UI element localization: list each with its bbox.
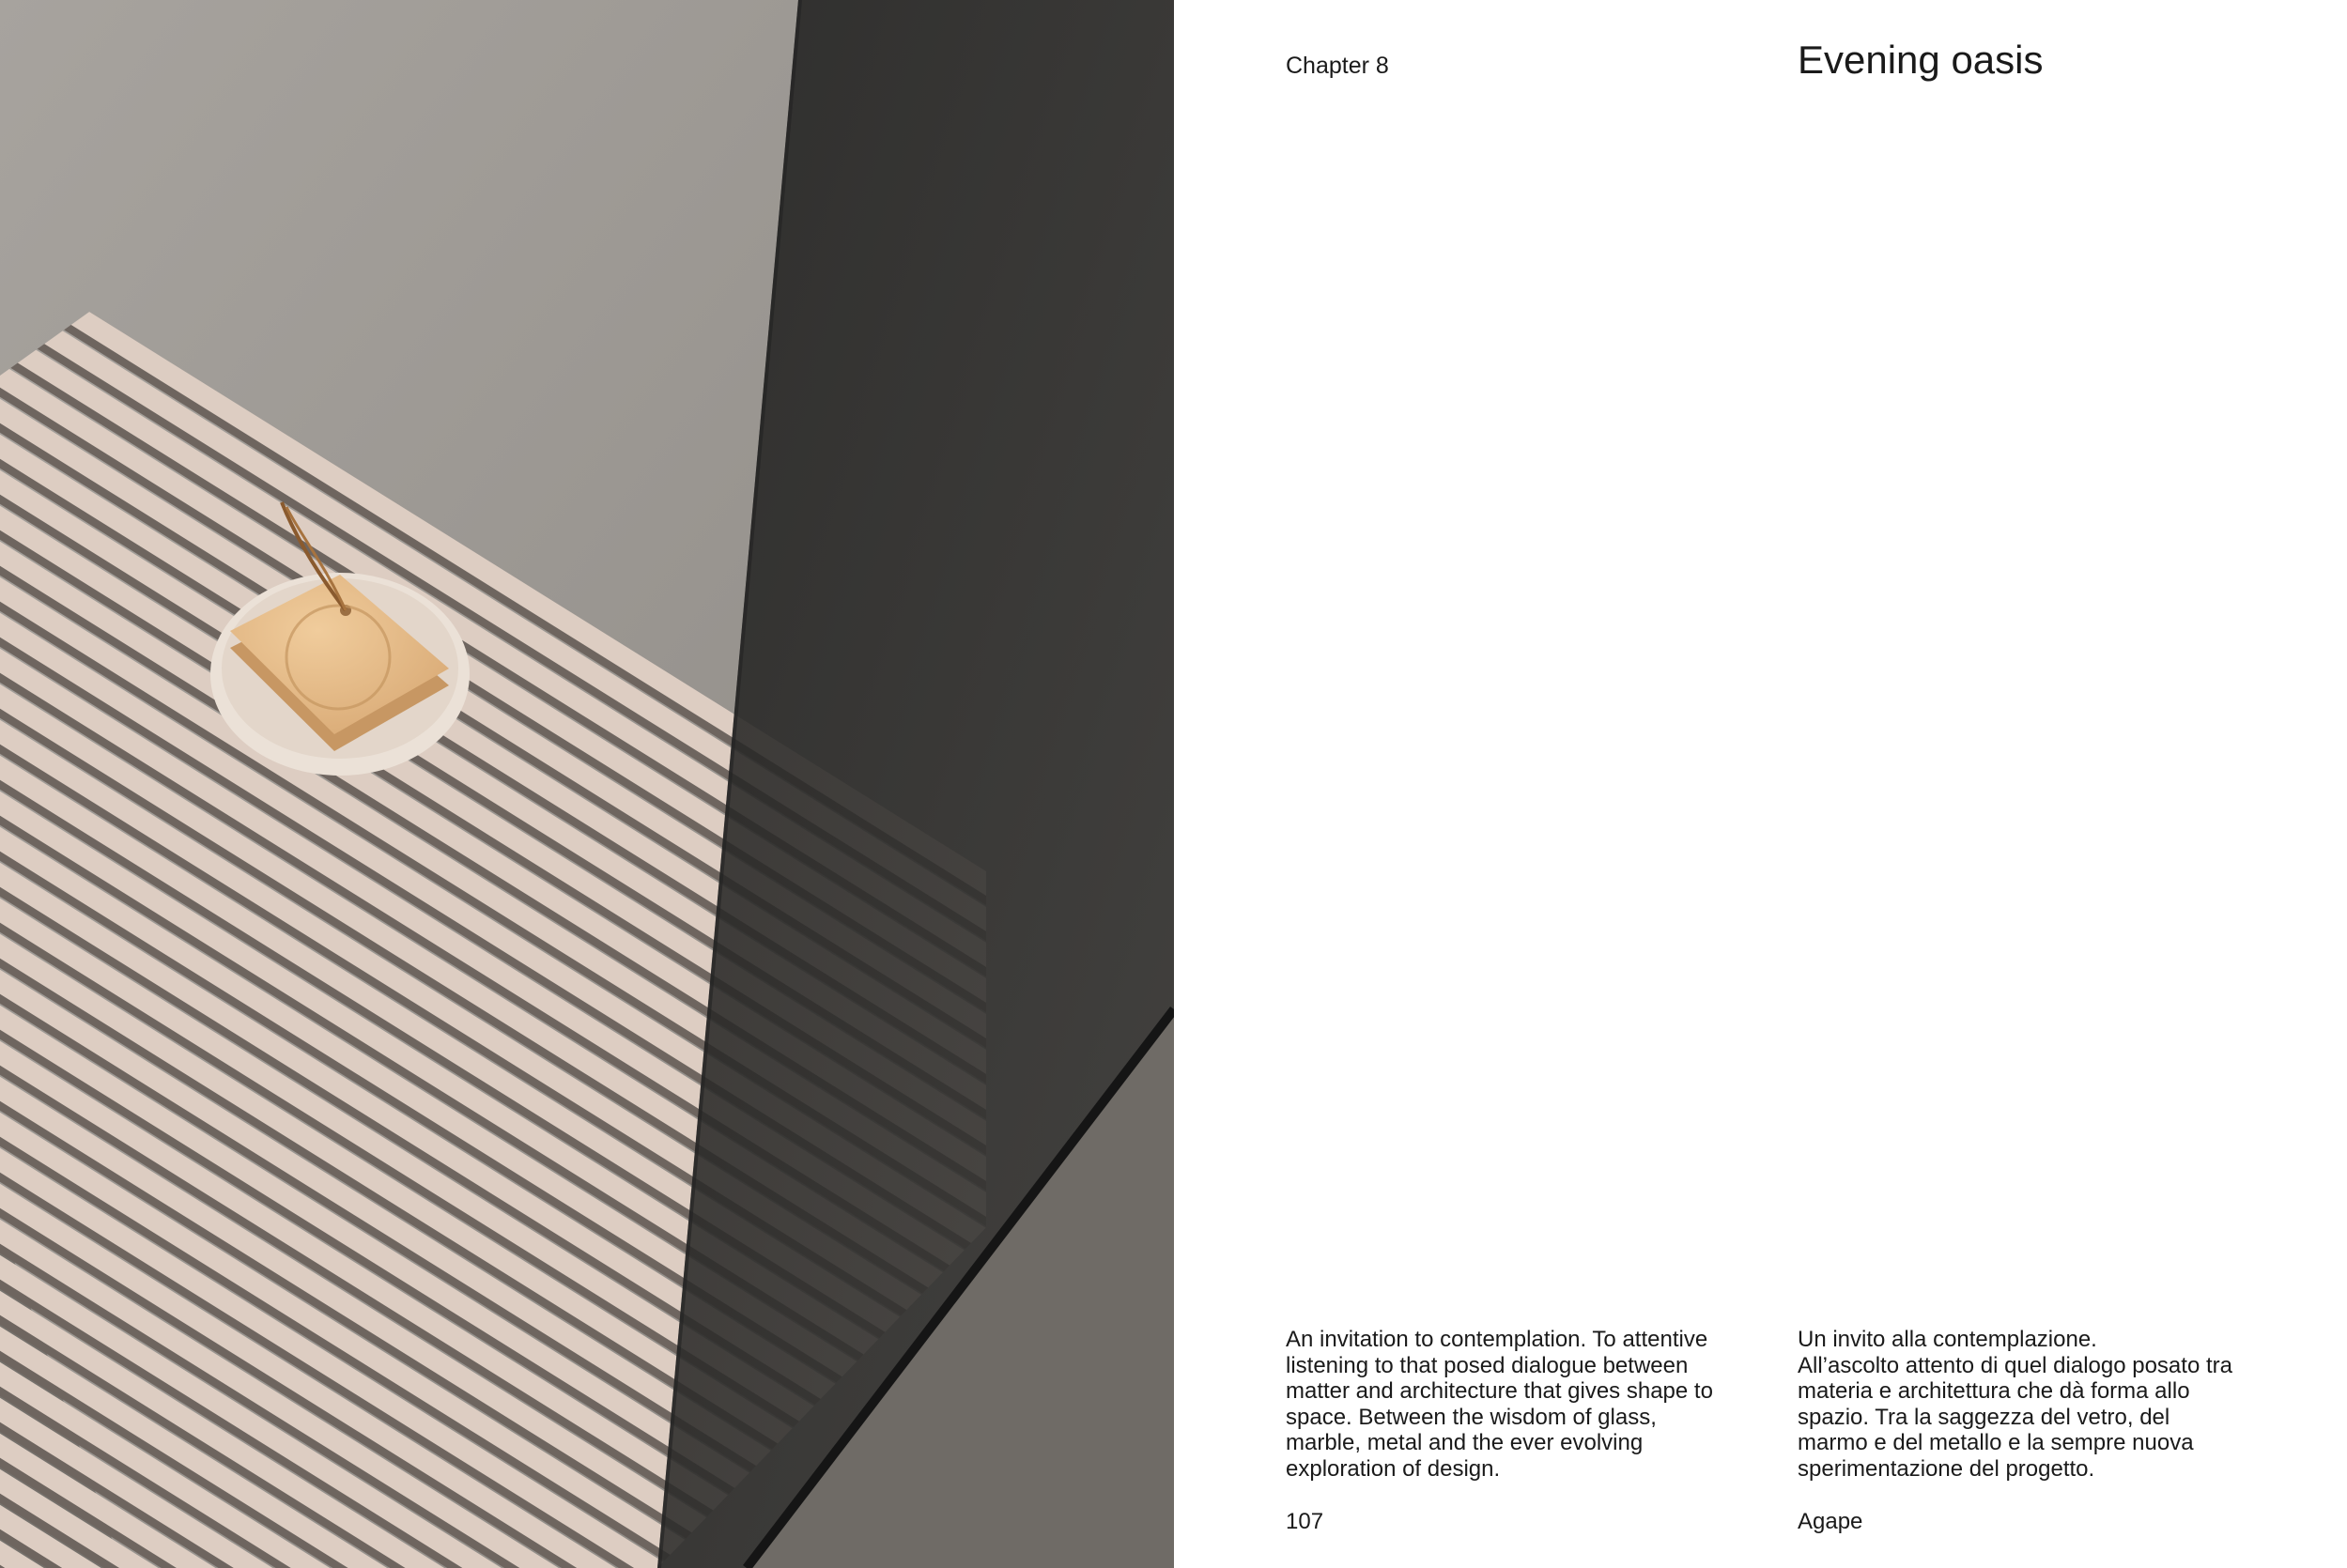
text-page	[1174, 0, 2347, 1568]
body-text-italian: Un invito alla contemplazione. All’ascolto attento di quel dialogo posato tra materia e architettura che dà forma allo spazio. Tra la saggezza del vetro, del marmo e del metallo e la sempre nuova sperimentazione del progetto.	[1798, 1327, 2232, 1482]
page-number: 107	[1286, 1509, 1324, 1534]
body-text-english: An invitation to contemplation. To attentive listening to that posed dialogue between matter and architecture that gives shape to space. Between the wisdom of glass, marble, metal and the ever evolving exploration of design.	[1286, 1327, 1713, 1482]
chapter-label: Chapter 8	[1286, 53, 1389, 79]
chapter-title: Evening oasis	[1798, 38, 2044, 82]
brand-name: Agape	[1798, 1509, 1863, 1534]
